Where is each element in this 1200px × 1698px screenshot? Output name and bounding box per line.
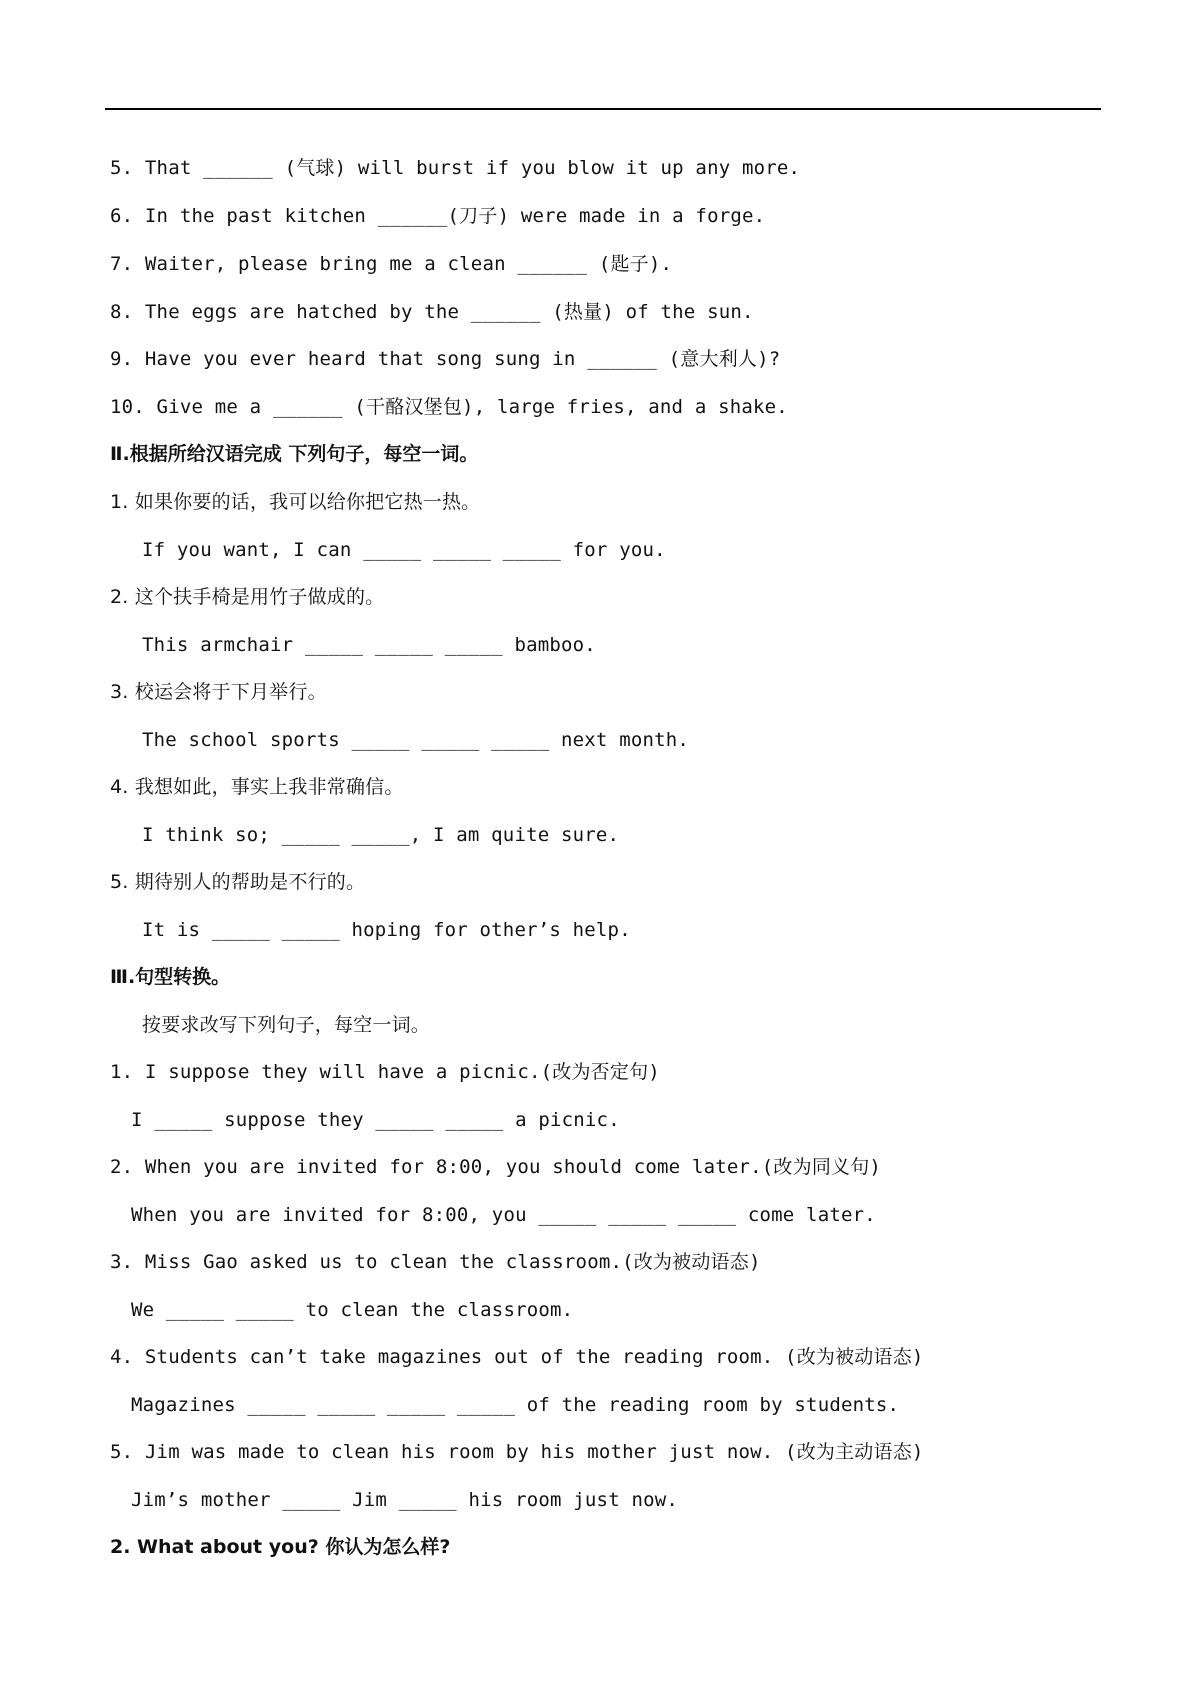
translation-item-5-chinese: 5. 期待别人的帮助是不行的。 <box>110 871 366 893</box>
section-3-instruction: 按要求改写下列句子，每空一词。 <box>142 1014 431 1036</box>
transform-item-5-question: 5. Jim was made to clean his room by his mother just now. (改为主动语态) <box>110 1441 924 1463</box>
transform-item-4-answer: Magazines _____ _____ _____ _____ of the reading room by students. <box>131 1394 900 1416</box>
translation-item-4-english: I think so; _____ _____, I am quite sure. <box>142 824 620 846</box>
section-2-heading: Ⅱ.根据所给汉语完成 下列句子，每空一词。 <box>110 443 479 465</box>
vocab-item-9: 9. Have you ever heard that song sung in ______ (意大利人)? <box>110 348 781 370</box>
translation-item-3-chinese: 3. 校运会将于下月举行。 <box>110 681 327 703</box>
transform-item-5-answer: Jim’s mother _____ Jim _____ his room just now. <box>131 1489 679 1511</box>
translation-item-5-english: It is _____ _____ hoping for other’s help. <box>142 919 631 941</box>
vocab-item-6: 6. In the past kitchen ______(刀子) were made in a forge. <box>110 205 766 227</box>
vocab-item-10: 10. Give me a ______ (干酪汉堡包), large fries, and a shake. <box>110 396 788 418</box>
transform-item-4-question: 4. Students can’t take magazines out of the reading room. (改为被动语态) <box>110 1346 924 1368</box>
translation-item-1-chinese: 1. 如果你要的话，我可以给你把它热一热。 <box>110 491 481 513</box>
transform-item-1-answer: I _____ suppose they _____ _____ a picnic. <box>131 1109 620 1131</box>
translation-item-3-english: The school sports _____ _____ _____ next month. <box>142 729 690 751</box>
translation-item-2-chinese: 2. 这个扶手椅是用竹子做成的。 <box>110 586 385 608</box>
vocab-item-5: 5. That ______ (气球) will burst if you blow it up any more. <box>110 157 801 179</box>
vocab-item-8: 8. The eggs are hatched by the ______ (热量) of the sun. <box>110 301 754 323</box>
transform-item-2-answer: When you are invited for 8:00, you _____ _____ _____ come later. <box>131 1204 876 1226</box>
transform-item-1-question: 1. I suppose they will have a picnic.(改为否定句) <box>110 1061 660 1083</box>
header-rule <box>105 108 1101 110</box>
translation-item-1-english: If you want, I can _____ _____ _____ for you. <box>142 539 666 561</box>
transform-item-3-answer: We _____ _____ to clean the classroom. <box>131 1299 574 1321</box>
vocab-item-7: 7. Waiter, please bring me a clean ______ (匙子). <box>110 253 673 275</box>
transform-item-3-question: 3. Miss Gao asked us to clean the classroom.(改为被动语态) <box>110 1251 761 1273</box>
section-what-about-you-heading: 2. What about you? 你认为怎么样? <box>110 1536 451 1558</box>
section-3-heading: Ⅲ.句型转换。 <box>110 966 231 988</box>
translation-item-2-english: This armchair _____ _____ _____ bamboo. <box>142 634 596 656</box>
translation-item-4-chinese: 4. 我想如此，事实上我非常确信。 <box>110 776 404 798</box>
transform-item-2-question: 2. When you are invited for 8:00, you should come later.(改为同义句) <box>110 1156 882 1178</box>
